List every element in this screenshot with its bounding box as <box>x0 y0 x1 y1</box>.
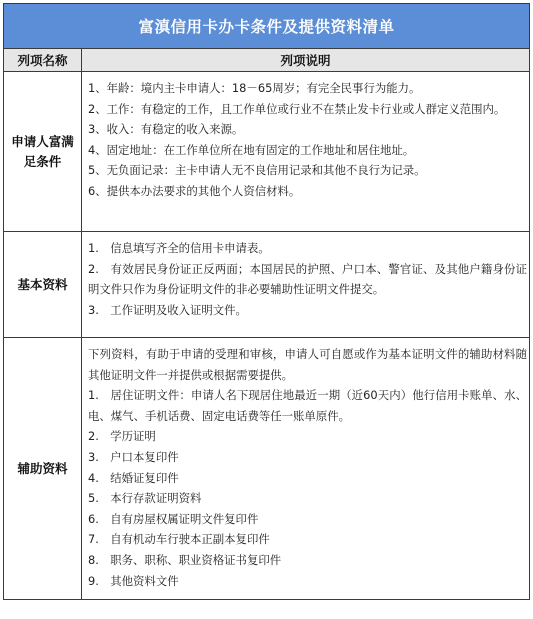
row-name-auxiliary-materials: 辅助资料 <box>4 338 82 600</box>
requirements-table <box>3 3 530 600</box>
document-table-wrapper <box>3 3 529 600</box>
list-item: 6、提供本办法要求的其他个人资信材料。 <box>88 183 301 198</box>
list-item: 3、收入：有稳定的收入来源。 <box>88 122 244 137</box>
row-name-applicant-conditions: 申请人富满足条件 <box>4 72 82 232</box>
list-item: 8. 职务、职称、职业资格证书复印件 <box>88 552 282 567</box>
list-item: 1. 居住证明文件：申请人名下现居住地最近一期（近60天内）他行信用卡账单、水、电、煤气、手机话费、固定电话费等任一账单原件。 <box>88 388 528 423</box>
list-item: 3. 户口本复印件 <box>88 449 179 464</box>
list-item: 1、年龄：境内主卡申请人：18－65周岁；有完全民事行为能力。 <box>88 81 421 95</box>
list-item: 2. 有效居民身份证正反两面；本国居民的护照、户口本、警官证、及其他户籍身份证明文件只作为身份证明文件的非必要辅助性证明文件提交。 <box>88 261 528 297</box>
list-item: 7. 自有机动车行驶本正副本复印件 <box>88 532 270 547</box>
list-item: 2、工作：有稳定的工作，且工作单位或行业不在禁止发卡行业或人群定义范围内。 <box>88 101 506 116</box>
list-item: 6. 自有房屋权属证明文件复印件 <box>88 511 259 526</box>
table-row <box>4 72 530 232</box>
list-item: 4、固定地址：在工作单位所在地有固定的工作地址和居住地址。 <box>88 142 415 157</box>
list-item: 2. 学历证明 <box>88 429 156 444</box>
list-item: 1. 信息填写齐全的信用卡申请表。 <box>88 241 270 255</box>
list-item: 3. 工作证明及收入证明文件。 <box>88 302 247 317</box>
list-item: 9. 其他资料文件 <box>88 573 179 588</box>
list-item: 5. 本行存款证明资料 <box>88 491 202 506</box>
row-name-basic-materials: 基本资料 <box>4 232 82 338</box>
row-desc-basic-materials <box>82 232 530 338</box>
table-row <box>4 232 530 338</box>
table-row <box>4 338 530 600</box>
list-item: 下列资料，有助于申请的受理和审核，申请人可自愿或作为基本证明文件的辅助材料随其他证明文件一并提供或根据需要提供。 <box>88 347 528 382</box>
row-desc-auxiliary-materials <box>82 338 530 600</box>
table-title: 富滇信用卡办卡条件及提供资料清单 <box>4 4 530 49</box>
row-desc-applicant-conditions <box>82 72 530 232</box>
column-header-desc: 列项说明 <box>82 49 530 72</box>
list-item: 5、无负面记录：主卡申请人无不良信用记录和其他不良行为记录。 <box>88 163 426 178</box>
list-item: 4. 结婚证复印件 <box>88 470 179 485</box>
column-header-name: 列项名称 <box>4 49 82 72</box>
